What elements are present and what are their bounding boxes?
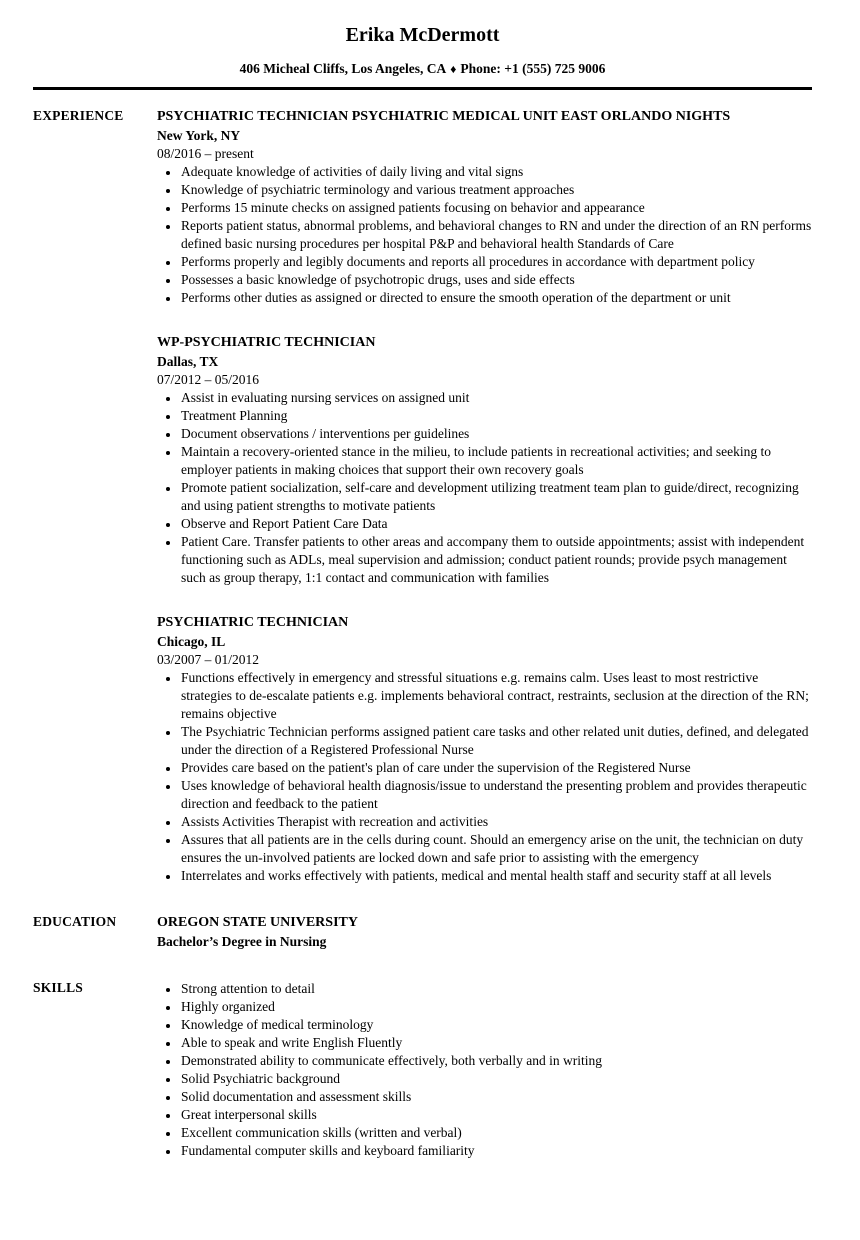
education-section (33, 913, 812, 951)
contact-address: 406 Micheal Cliffs, Los Angeles, CA (239, 61, 447, 76)
experience-content (157, 107, 812, 885)
diamond-separator-icon: ♦ (450, 62, 457, 76)
skill-item: • Great interpersonal skills (180, 1106, 812, 1124)
skills-section (33, 979, 812, 1160)
job-location: New York, NY (157, 128, 241, 143)
job-dates: 07/2012 – 05/2016 (157, 372, 260, 387)
education-content (157, 913, 812, 951)
job-bullet: • Maintain a recovery-oriented stance in the milieu, to include patients in recreational activities; and seeking to employer patients in making choices that support their own recovery goals (180, 443, 812, 479)
job-dates: 08/2016 – present (157, 146, 254, 161)
skill-item: • Fundamental computer skills and keyboard familiarity (180, 1142, 812, 1160)
job-title: WP-PSYCHIATRIC TECHNICIAN (157, 335, 376, 350)
job-bullet: • Knowledge of psychiatric terminology and various treatment approaches (180, 181, 812, 199)
job-bullet: • Promote patient socialization, self-care and development utilizing treatment team plan to guide/direct, recognizing and using patient strengths to motivate patients (180, 479, 812, 515)
job-entry-1 (157, 107, 812, 307)
job-bullet-list (157, 163, 812, 307)
header-divider (33, 87, 812, 90)
job-bullet: • Assures that all patients are in the cells during count. Should an emergency arise on the unit, the technician on duty ensures the un-involved patients are locked down and safe prior to assisting with the emergency (180, 831, 812, 867)
skills-content (157, 979, 812, 1160)
job-location: Chicago, IL (157, 634, 226, 649)
job-entry-3 (157, 613, 812, 885)
job-bullet: • Provides care based on the patient's plan of care under the supervision of the Registered Nurse (180, 759, 812, 777)
job-bullet: • Observe and Report Patient Care Data (180, 515, 812, 533)
job-bullet: • Possesses a basic knowledge of psychotropic drugs, uses and side effects (180, 271, 812, 289)
job-bullet: • Document observations / interventions per guidelines (180, 425, 812, 443)
job-location: Dallas, TX (157, 354, 219, 369)
job-title: PSYCHIATRIC TECHNICIAN PSYCHIATRIC MEDICAL UNIT EAST ORLANDO NIGHTS (157, 109, 731, 124)
skill-item: • Knowledge of medical terminology (180, 1016, 812, 1034)
skills-list (157, 980, 812, 1160)
job-bullet: • Treatment Planning (180, 407, 812, 425)
job-bullet: • Assists Activities Therapist with recreation and activities (180, 813, 812, 831)
job-bullet: • Performs properly and legibly documents and reports all procedures in accordance with department policy (180, 253, 812, 271)
job-bullet: • Adequate knowledge of activities of daily living and vital signs (180, 163, 812, 181)
job-bullet: • The Psychiatric Technician performs assigned patient care tasks and other related unit duties, defined, and delegated under the direction of a Registered Professional Nurse (180, 723, 812, 759)
job-bullet: • Patient Care. Transfer patients to other areas and accompany them to outside appointments; assist with independent functioning such as ADLs, meal supervision and admission; conduct patient rounds; provide psych management such as group therapy, 1:1 contact and communication with families (180, 533, 812, 587)
job-entry-2 (157, 333, 812, 587)
resume-header (33, 22, 812, 90)
skill-item: • Solid documentation and assessment skills (180, 1088, 812, 1106)
experience-section-label: EXPERIENCE (33, 108, 124, 123)
skill-item: • Highly organized (180, 998, 812, 1016)
contact-line (33, 60, 812, 78)
school-name: OREGON STATE UNIVERSITY (157, 915, 358, 930)
job-bullet: • Interrelates and works effectively with patients, medical and mental health staff and security staff at all levels (180, 867, 812, 885)
job-bullet: • Uses knowledge of behavioral health diagnosis/issue to understand the presenting problem and provides therapeutic direction and feedback to the patient (180, 777, 812, 813)
contact-phone: Phone: +1 (555) 725 9006 (460, 61, 606, 76)
job-bullet: • Performs other duties as assigned or directed to ensure the smooth operation of the department or unit (180, 289, 812, 307)
job-bullet-list (157, 669, 812, 885)
resume-body (33, 107, 812, 1160)
candidate-name: Erika McDermott (345, 24, 500, 46)
education-section-label: EDUCATION (33, 914, 117, 929)
job-dates: 03/2007 – 01/2012 (157, 652, 260, 667)
job-title: PSYCHIATRIC TECHNICIAN (157, 615, 349, 630)
job-bullet: • Reports patient status, abnormal problems, and behavioral changes to RN and under the direction of an RN performs defined basic nursing procedures per hospital P&P and behavioral health Standards of Care (180, 217, 812, 253)
job-bullet: • Performs 15 minute checks on assigned patients focusing on behavior and appearance (180, 199, 812, 217)
skill-item: • Solid Psychiatric background (180, 1070, 812, 1088)
skill-item: • Demonstrated ability to communicate effectively, both verbally and in writing (180, 1052, 812, 1070)
job-bullet-list (157, 389, 812, 587)
skill-item: • Able to speak and write English Fluently (180, 1034, 812, 1052)
skill-item: • Strong attention to detail (180, 980, 812, 998)
skill-item: • Excellent communication skills (written and verbal) (180, 1124, 812, 1142)
job-bullet: • Functions effectively in emergency and stressful situations e.g. remains calm. Uses least to most restrictive strategies to de-escalate patients e.g. implements behavioral contract, restraints, seclusion at the direction of the RN; remains objective (180, 669, 812, 723)
degree-name: Bachelor’s Degree in Nursing (157, 934, 327, 949)
job-bullet: • Assist in evaluating nursing services on assigned unit (180, 389, 812, 407)
experience-section (33, 107, 812, 885)
skills-section-label: SKILLS (33, 980, 83, 995)
